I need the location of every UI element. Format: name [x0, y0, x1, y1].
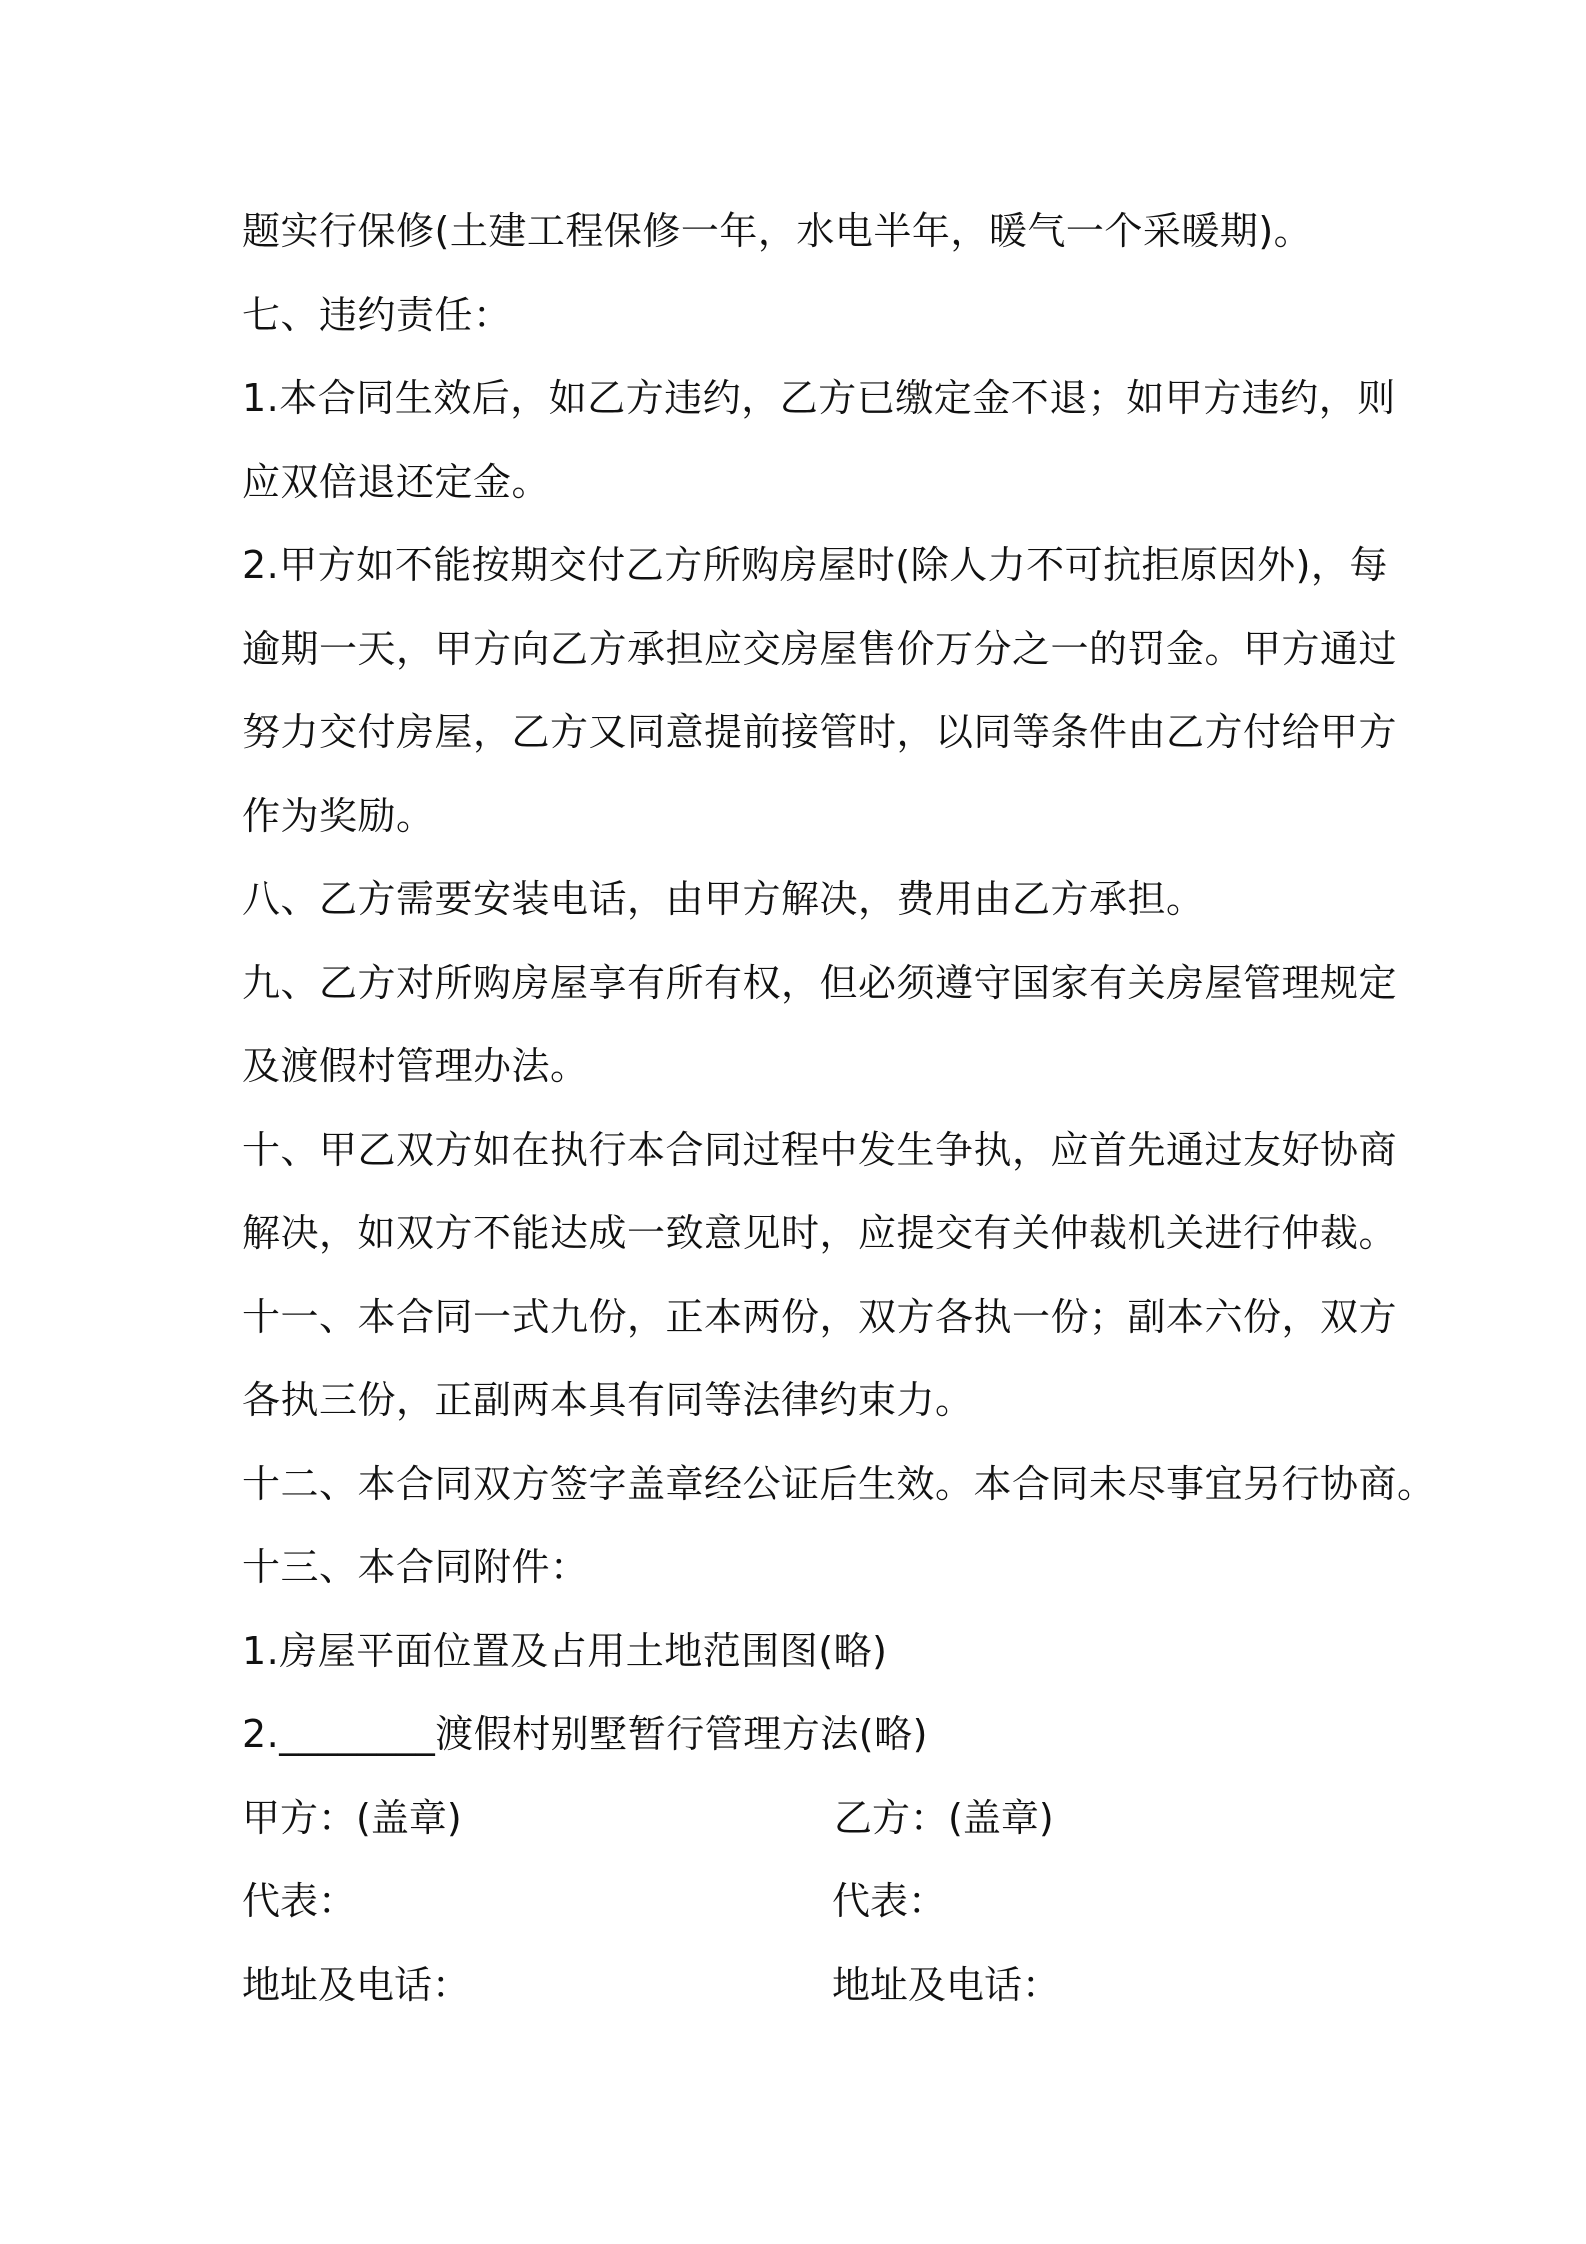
text-line: 及渡假村管理办法。 — [242, 1044, 589, 1088]
section-heading-breach: 七、违约责任： — [242, 292, 512, 337]
attachment-item: 1.房屋平面位置及占用土地范围图(略) — [242, 1628, 888, 1673]
party-b-address: 地址及电话： — [832, 1962, 1061, 2007]
signature-row-representative — [242, 1860, 1362, 1944]
section-heading-attachments: 十三、本合同附件： — [242, 1545, 589, 1589]
text-line: 题实行保修(土建工程保修一年，水电半年，暖气一个采暖期)。 — [242, 209, 1313, 253]
document-body — [242, 190, 1436, 2027]
party-b-representative: 代表： — [832, 1879, 947, 1923]
text-line: 1.本合同生效后，如乙方违约，乙方已缴定金不退；如甲方违约，则 — [242, 376, 1396, 420]
text-line: 努力交付房屋，乙方又同意提前接管时，以同等条件由乙方付给甲方 — [242, 710, 1398, 754]
section-clause-10: 十、甲乙双方如在执行本合同过程中发生争执，应首先通过友好协商 — [242, 1127, 1398, 1172]
signature-row-address — [242, 1944, 1362, 2028]
signature-row-seal — [242, 1777, 1362, 1861]
section-clause-12: 十二、本合同双方签字盖章经公证后生效。本合同未尽事宜另行协商。 — [242, 1461, 1436, 1506]
section-clause-9: 九、乙方对所购房屋享有所有权，但必须遵守国家有关房屋管理规定 — [242, 960, 1398, 1005]
party-a-representative: 代表： — [242, 1879, 357, 1923]
text-line: 应双倍退还定金。 — [242, 459, 551, 504]
attachment-item: 2.________渡假村别墅暂行管理方法(略) — [242, 1712, 928, 1756]
party-a-seal: 甲方：(盖章) — [242, 1795, 462, 1840]
text-line: 解决，如双方不能达成一致意见时，应提交有关仲裁机关进行仲裁。 — [242, 1211, 1398, 1255]
text-line: 作为奖励。 — [242, 793, 435, 838]
party-a-address: 地址及电话： — [242, 1962, 471, 2007]
text-line: 2.甲方如不能按期交付乙方所购房屋时(除人力不可抗拒原因外)，每 — [242, 543, 1388, 587]
text-line: 逾期一天，甲方向乙方承担应交房屋售价万分之一的罚金。甲方通过 — [242, 626, 1398, 671]
section-clause-11: 十一、本合同一式九份，正本两份，双方各执一份；副本六份，双方 — [242, 1294, 1398, 1339]
party-b-seal: 乙方：(盖章) — [834, 1795, 1054, 1840]
text-line: 各执三份，正副两本具有同等法律约束力。 — [242, 1378, 974, 1422]
section-clause-8: 八、乙方需要安装电话，由甲方解决，费用由乙方承担。 — [242, 877, 1205, 921]
